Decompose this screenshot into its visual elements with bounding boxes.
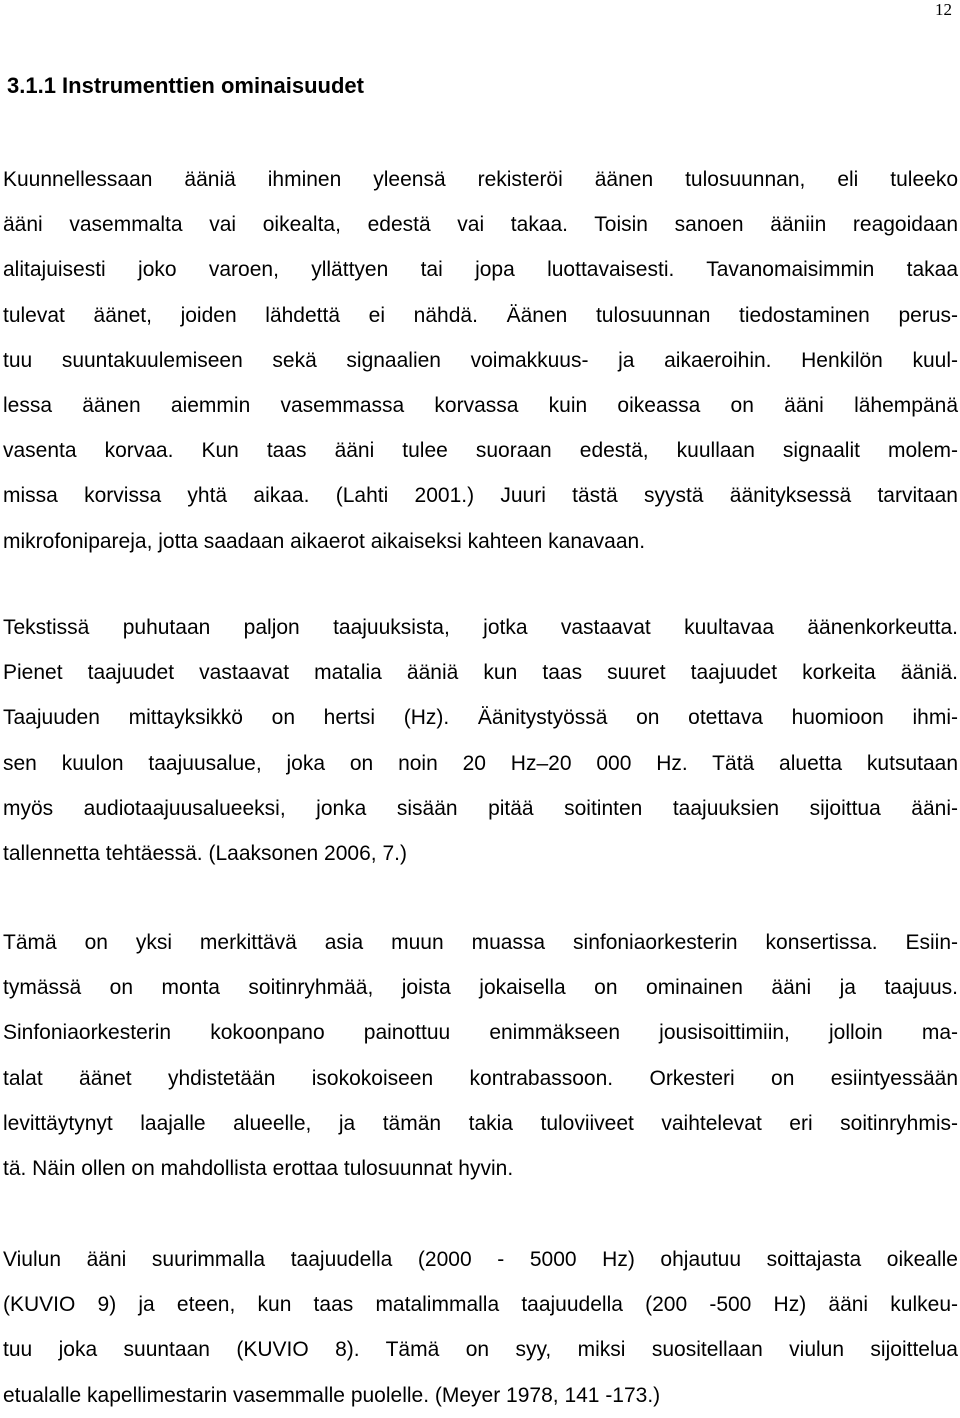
paragraph-2 [3, 605, 958, 876]
text-line: myös audiotaajuusalueeksi, jonka sisään pitää soitinten taajuuksien sijoittua ääni- [3, 796, 958, 820]
text-line: alitajuisesti joko varoen, yllättyen tai jopa luottavaisesti. Tavanomaisimmin takaa [3, 258, 958, 282]
page-number: 12 [935, 0, 952, 19]
text-line: etualalle kapellimestarin vasemmalle puolelle. (Meyer 1978, 141 -173.) [3, 1383, 661, 1407]
text-line: ääni vasemmalta vai oikealta, edestä vai takaa. Toisin sanoen ääniin reagoidaan [3, 213, 958, 237]
text-line: tallennetta tehtäessä. (Laaksonen 2006, 7.) [3, 841, 407, 865]
text-line: mikrofonipareja, jotta saadaan aikaerot aikaiseksi kahteen kanavaan. [3, 529, 646, 553]
text-line: tymässä on monta soitinryhmää, joista jokaisella on ominainen ääni ja taajuus. [3, 976, 958, 1000]
text-line: missa korvissa yhtä aikaa. (Lahti 2001.) Juuri tästä syystä äänityksessä tarvitaan [3, 484, 958, 508]
text-line: levittäytynyt laajalle alueelle, ja tämän takia tuloviiveet vaihtelevat eri soitinryhmis- [3, 1111, 958, 1135]
text-line: (KUVIO 9) ja eteen, kun taas matalimmalla taajuudella (200 -500 Hz) ääni kulkeu- [3, 1293, 958, 1317]
text-line: tuu suuntakuulemiseen sekä signaalien voimakkuus- ja aikaeroihin. Henkilön kuul- [3, 348, 958, 372]
text-line: Tämä on yksi merkittävä asia muun muassa sinfoniaorkesterin konsertissa. Esiin- [3, 931, 958, 954]
text-line: tulevat äänet, joiden lähdettä ei nähdä. Äänen tulosuunnan tiedostaminen perus- [3, 303, 958, 327]
text-line: Viulun ääni suurimmalla taajuudella (2000 - 5000 Hz) ohjautuu soittajasta oikealle [3, 1248, 958, 1271]
text-line: vasenta korvaa. Kun taas ääni tulee suoraan edestä, kuullaan signaalit molem- [3, 439, 958, 463]
text-line: Kuunnellessaan ääniä ihminen yleensä rekisteröi äänen tulosuunnan, eli tuleeko [3, 168, 958, 191]
paragraph-1 [3, 157, 958, 564]
text-line: tä. Näin ollen on mahdollista erottaa tulosuunnat hyvin. [3, 1156, 514, 1180]
text-line: Pienet taajuudet vastaavat matalia ääniä kun taas suuret taajuudet korkeita ääniä. [3, 661, 958, 685]
text-line: Taajuuden mittayksikkö on hertsi (Hz). Äänitystyössä on otettava huomioon ihmi- [3, 706, 958, 730]
text-line: Tekstissä puhutaan paljon taajuuksista, jotka vastaavat kuultavaa äänenkorkeutta. [3, 616, 958, 639]
text-line: Sinfoniaorkesterin kokoonpano painottuu enimmäkseen jousisoittimiin, jolloin ma- [3, 1021, 958, 1045]
section-heading: 3.1.1 Instrumenttien ominaisuudet [7, 73, 364, 98]
paragraph-4 [3, 1237, 958, 1418]
text-line: talat äänet yhdistetään isokokoiseen kontrabassoon. Orkesteri on esiintyessään [3, 1066, 958, 1090]
text-line: lessa äänen aiemmin vasemmassa korvassa kuin oikeassa on ääni lähempänä [3, 393, 958, 417]
text-line: tuu joka suuntaan (KUVIO 8). Tämä on syy, miksi suositellaan viulun sijoittelua [3, 1338, 958, 1362]
paragraph-3 [3, 920, 958, 1191]
text-line: sen kuulon taajuusalue, joka on noin 20 Hz–20 000 Hz. Tätä aluetta kutsutaan [3, 751, 958, 775]
